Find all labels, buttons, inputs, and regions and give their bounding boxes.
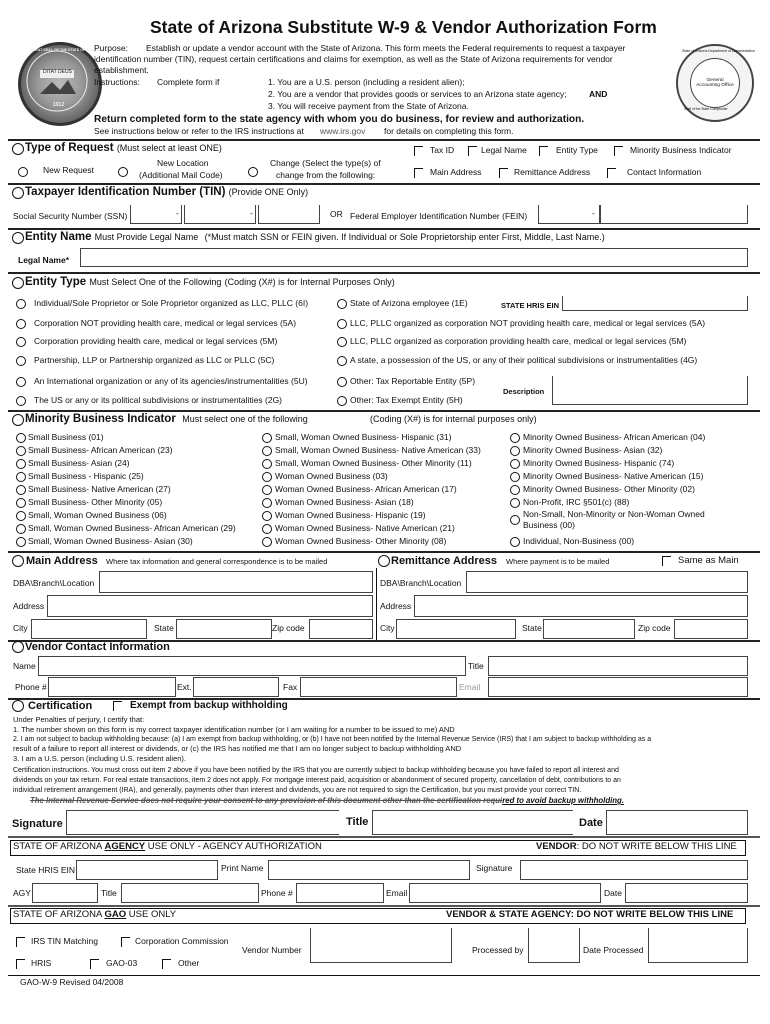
minority-option-label: Minority Owned Business- Asian (32) <box>523 445 663 455</box>
remit-dba-label: DBA\Branch\Location <box>380 578 462 588</box>
purpose-text-2: identification number (TIN), request certain certifications and claims for exemption, as well as the State of Arizona requirements for vendor <box>94 54 613 64</box>
vendor-rest: : DO NOT WRITE BELOW THIS LINE <box>576 841 737 852</box>
minority-option-radio[interactable] <box>262 472 272 482</box>
remit-dba-input[interactable] <box>466 571 748 593</box>
description-input[interactable] <box>552 376 748 405</box>
minority-option-label: Small, Woman Owned Business- African American (29) <box>28 523 236 533</box>
entity-name-hint: (*Must match SSN or FEIN given. If Individual or Sole Proprietorship enter First, Middle, Last Name.) <box>204 232 605 242</box>
minority-option-label: Minority Owned Business- Other Minority (02) <box>523 484 695 494</box>
tin-radio[interactable] <box>12 187 24 199</box>
processed-by-input[interactable] <box>528 928 580 963</box>
signature-input[interactable] <box>66 810 339 835</box>
gao-heading-gao: GAO <box>104 909 127 920</box>
entity-name-radio[interactable] <box>12 232 24 244</box>
minority-option-label: Minority Owned Business- Hispanic (74) <box>523 458 675 468</box>
corp-commission-label: Corporation Commission <box>135 936 229 946</box>
minority-option-radio[interactable] <box>16 459 26 469</box>
minority-option-label: Individual, Non-Business (00) <box>523 536 635 546</box>
remit-address-input[interactable] <box>414 595 748 617</box>
agency-agy-input[interactable] <box>32 883 98 903</box>
minority-option-label: Woman Owned Business- Hispanic (19) <box>275 510 426 520</box>
legal-name-checkbox[interactable] <box>468 146 477 156</box>
divider <box>8 836 760 838</box>
main-address-input[interactable] <box>47 595 373 617</box>
minority-option-radio[interactable] <box>16 433 26 443</box>
main-zip-input[interactable] <box>309 619 373 639</box>
minority-option-label: Woman Owned Business (03) <box>275 471 388 481</box>
remittance-address-radio[interactable] <box>378 555 390 567</box>
entity-option-radio[interactable] <box>16 377 26 387</box>
contact-email-label: Email <box>459 682 481 692</box>
minority-option-radio[interactable] <box>510 485 520 495</box>
remit-address-label: Address <box>380 601 412 611</box>
gao03-label: GAO-03 <box>106 958 138 968</box>
main-address-radio[interactable] <box>12 555 24 567</box>
minority-option-label: Small Business (01) <box>28 432 104 442</box>
agency-print-name-label: Print Name <box>221 863 264 873</box>
minority-option-label: Small, Woman Owned Business (06) <box>28 510 167 520</box>
see-instructions: See instructions below or refer to the IRS instructions at <box>94 126 304 136</box>
type-of-request-radio[interactable] <box>12 143 24 155</box>
contact-email-input[interactable] <box>488 677 748 697</box>
main-dba-label: DBA\Branch\Location <box>13 578 95 588</box>
remit-city-input[interactable] <box>396 619 516 639</box>
address-divider <box>376 568 377 640</box>
date-processed-label: Date Processed <box>583 945 644 955</box>
minority-option-label: Small, Woman Owned Business- Other Minority (11) <box>275 458 472 468</box>
main-address-change-label: Main Address <box>430 167 482 177</box>
tax-id-checkbox[interactable] <box>414 146 423 156</box>
purpose-text-1: Establish or update a vendor account with the State of Arizona. This form meets the Federal requirements to request a taxpayer <box>146 43 626 53</box>
contact-ext-input[interactable] <box>193 677 279 697</box>
minority-option-radio[interactable] <box>16 472 26 482</box>
minority-option-radio[interactable] <box>16 537 26 547</box>
corp-commission-checkbox[interactable] <box>121 937 130 947</box>
hris-checkbox[interactable] <box>16 959 25 969</box>
legal-name-input[interactable] <box>80 248 748 267</box>
entity-option-radio[interactable] <box>337 356 347 366</box>
exempt-backup-label: Exempt from backup withholding <box>130 700 288 711</box>
ssn-input-2[interactable] <box>184 205 256 224</box>
gao-seal-ring: State of Arizona Department of Administration <box>682 49 755 53</box>
ssn-dash-1: - <box>176 208 179 218</box>
divider <box>8 272 760 274</box>
minority-option-radio[interactable] <box>262 524 272 534</box>
additional-mail-code-label: (Additional Mail Code) <box>139 170 223 180</box>
ssn-input-3[interactable] <box>258 205 320 224</box>
agency-email-input[interactable] <box>409 883 601 903</box>
gao-seal-center: General Accounting Office <box>696 78 734 89</box>
seal-motto: DITAT DEUS <box>43 69 72 75</box>
entity-option-label: Corporation NOT providing health care, medical or legal services (5A) <box>34 318 297 328</box>
remittance-address-hint: Where payment is to be mailed <box>506 557 610 566</box>
remit-state-label: State <box>522 623 542 633</box>
entity-name-title <box>25 231 605 243</box>
remittance-address-title: Remittance Address <box>391 555 497 567</box>
divider <box>8 183 760 185</box>
entity-option-label: State of Arizona employee (1E) <box>350 298 468 308</box>
return-instructions: Return completed form to the state agency with whom you do business, for review and authorization. <box>94 114 585 125</box>
main-city-label: City <box>13 623 28 633</box>
cert-irs-note-b: red to avoid backup withholding. <box>502 796 624 805</box>
description-label: Description <box>503 387 545 396</box>
remit-city-label: City <box>380 623 395 633</box>
irs-link[interactable]: www.irs.gov <box>320 126 366 136</box>
gao-heading-1: STATE OF ARIZONA <box>13 909 102 920</box>
contact-fax-input[interactable] <box>300 677 457 697</box>
entity-option-radio[interactable] <box>16 356 26 366</box>
irs-tin-matching-checkbox[interactable] <box>16 937 25 947</box>
instructions-item-1: 1. You are a U.S. person (including a resident alien); <box>268 77 465 87</box>
change-radio[interactable] <box>248 167 258 177</box>
instructions-item-3: 3. You will receive payment from the State of Arizona. <box>268 101 469 111</box>
minority-option-radio[interactable] <box>510 459 520 469</box>
minority-radio[interactable] <box>12 414 24 426</box>
minority-option-radio[interactable] <box>510 433 520 443</box>
change-label-1: Change (Select the type(s) of <box>270 158 381 168</box>
agency-heading-1: STATE OF ARIZONA <box>13 841 102 852</box>
minority-option-label: Small Business- Other Minority (05) <box>28 497 163 507</box>
entity-option-radio[interactable] <box>16 396 26 406</box>
minority-option-label: Small, Woman Owned Business- Native American (33) <box>275 445 481 455</box>
minority-option-label: Woman Owned Business- African American (17) <box>275 484 457 494</box>
cert-line: Certification instructions. You must cross out item 2 above if you have been notified by the IRS that you are currently subject to backup withholding because you have failed to report all interest and <box>13 767 619 774</box>
main-address-checkbox[interactable] <box>414 168 423 178</box>
contact-name-input[interactable] <box>38 656 466 676</box>
agency-heading-2: USE ONLY - AGENCY AUTHORIZATION <box>147 841 322 852</box>
ssn-dash-2: - <box>250 208 253 218</box>
minority-option-radio[interactable] <box>262 446 272 456</box>
entity-option-label: Other: Tax Reportable Entity (5P) <box>350 376 476 386</box>
minority-option-radio[interactable] <box>16 524 26 534</box>
divider <box>8 410 760 412</box>
instructions-label: Instructions: <box>94 77 140 87</box>
seal-year: 1912 <box>53 102 65 108</box>
entity-option-label: Other: Tax Exempt Entity (5H) <box>350 395 463 405</box>
minority-option-label: Woman Owned Business- Native American (21) <box>275 523 455 533</box>
minority-option-radio[interactable] <box>16 485 26 495</box>
minority-hint: (Coding (X#) is for internal purposes only) <box>370 414 537 424</box>
contact-info-checkbox[interactable] <box>607 168 616 178</box>
or-label: OR <box>330 209 343 219</box>
entity-option-label: The US or any or its political subdivisions or instrumentalities (2G) <box>34 395 283 405</box>
remit-zip-label: Zip code <box>638 623 671 633</box>
date-processed-input[interactable] <box>648 928 748 963</box>
entity-type-checkbox[interactable] <box>539 146 548 156</box>
agency-heading <box>13 842 322 852</box>
purpose-text-3: establishment. <box>94 65 149 75</box>
remit-state-input[interactable] <box>543 619 635 639</box>
gao-do-not-write: VENDOR & STATE AGENCY: DO NOT WRITE BELOW THIS LINE <box>446 909 734 920</box>
form-footer: GAO-W-9 Revised 04/2008 <box>20 977 124 987</box>
main-state-input[interactable] <box>176 619 272 639</box>
agency-phone-input[interactable] <box>296 883 384 903</box>
certification-radio[interactable] <box>12 700 24 712</box>
seal-ring-text: GREAT SEAL OF THE STATE OF ARIZONA <box>30 48 103 52</box>
fein-label: Federal Employer Identification Number (FEIN) <box>350 211 528 221</box>
fein-dash: - <box>592 208 595 218</box>
fein-input-1[interactable] <box>538 205 600 224</box>
contact-title-label: Title <box>468 661 484 671</box>
agency-date-label: Date <box>604 888 622 898</box>
minority-title <box>25 413 308 425</box>
contact-name-label: Name <box>13 661 36 671</box>
contact-phone-label: Phone # <box>15 682 47 692</box>
minority-option-radio[interactable] <box>262 511 272 521</box>
instructions-and: AND <box>589 89 608 99</box>
cert-line: 1. The number shown on this form is my correct taxpayer identification number (or I am waiting for a number to be issued to me) AND <box>13 725 455 734</box>
tin-title <box>25 186 308 198</box>
remit-zip-input[interactable] <box>674 619 748 639</box>
same-as-main-label: Same as Main <box>678 555 739 566</box>
minority-option-label: Small Business - Hispanic (25) <box>28 471 144 481</box>
contact-fax-label: Fax <box>283 682 298 692</box>
minority-option-radio[interactable] <box>510 537 520 547</box>
entity-option-radio[interactable] <box>16 299 26 309</box>
main-address-label: Address <box>13 601 45 611</box>
minority-label: Minority Business Indicator <box>25 413 176 425</box>
cert-irs-note <box>30 797 624 806</box>
agency-signature-label: Signature <box>476 863 513 873</box>
divider <box>8 228 760 230</box>
vendor-do-not-write <box>536 842 737 852</box>
minority-option-radio[interactable] <box>16 498 26 508</box>
instructions-text: Complete form if <box>157 77 220 87</box>
minority-option-radio[interactable] <box>16 511 26 521</box>
instructions-item-2: 2. You are a vendor that provides goods or services to an Arizona state agency; <box>268 89 567 99</box>
contact-title: Vendor Contact Information <box>25 641 170 653</box>
entity-option-radio[interactable] <box>337 396 347 406</box>
new-location-label: New Location <box>157 158 209 168</box>
main-address-hint: Where tax information and general correspondence is to be mailed <box>106 557 328 566</box>
tax-id-label: Tax ID <box>430 145 455 155</box>
minority-option-radio[interactable] <box>510 515 520 525</box>
signature-date-input[interactable] <box>606 810 748 835</box>
minority-option-radio[interactable] <box>262 498 272 508</box>
tin-label: Taxpayer Identification Number (TIN) <box>25 186 226 198</box>
entity-name-label: Entity Name <box>25 231 92 243</box>
remittance-address-change-label: Remittance Address <box>514 167 591 177</box>
new-location-radio[interactable] <box>118 167 128 177</box>
same-as-main-checkbox[interactable] <box>662 556 671 566</box>
legal-name-label: Legal Name <box>481 145 527 155</box>
cert-line: 3. I am a U.S. person (including U.S. resident alien). <box>13 754 186 763</box>
vendor-word: VENDOR <box>536 841 577 852</box>
new-request-radio[interactable] <box>18 167 28 177</box>
agency-date-input[interactable] <box>625 883 748 903</box>
signature-title-label: Title <box>346 816 369 828</box>
gao-heading <box>13 910 176 920</box>
minority-option-label: Small Business- Native American (27) <box>28 484 171 494</box>
entity-option-label: LLC, PLLC organized as corporation NOT providing health care, medical or legal services (5A) <box>350 318 706 328</box>
main-address-title: Main Address <box>26 555 98 567</box>
agency-hris-label: State HRIS EIN <box>16 865 76 875</box>
signature-label: Signature <box>12 818 63 830</box>
processed-by-label: Processed by <box>472 945 524 955</box>
divider <box>8 975 760 976</box>
contact-ext-label: Ext. <box>177 682 192 692</box>
minority-option-label-cont: Business (00) <box>523 520 575 530</box>
entity-option-radio[interactable] <box>337 319 347 329</box>
other-checkbox[interactable] <box>162 959 171 969</box>
entity-type-title <box>25 276 395 288</box>
minority-option-radio[interactable] <box>510 472 520 482</box>
minority-must: Must select one of the following <box>182 414 308 424</box>
minority-indicator-checkbox[interactable] <box>614 146 623 156</box>
agency-title-input[interactable] <box>121 883 259 903</box>
divider <box>8 698 760 700</box>
entity-type-must: Must Select One of the Following <box>89 277 222 287</box>
minority-option-radio[interactable] <box>262 459 272 469</box>
gao-seal <box>676 44 754 122</box>
state-hris-ein-input[interactable] <box>562 296 748 311</box>
entity-option-radio[interactable] <box>16 337 26 347</box>
main-state-label: State <box>154 623 174 633</box>
cert-irs-note-a: The Internal Revenue Service does not require your consent to any provision of this document other than the certification requi <box>30 796 503 805</box>
agency-heading-agency: AGENCY <box>104 841 146 852</box>
irs-tin-matching-label: IRS TIN Matching <box>31 936 98 946</box>
minority-option-label: Woman Owned Business- Asian (18) <box>275 497 414 507</box>
agency-print-name-input[interactable] <box>268 860 470 880</box>
cert-line: 2. I am not subject to backup withholding because: (a) I am exempt from backup withholding, or (b) I have not been notified by the Internal Revenue Service (IRS) that I am subject to backup withholding as a <box>13 736 652 743</box>
minority-option-label: Non-Small, Non-Minority or Non-Woman Owned <box>523 509 705 519</box>
minority-option-radio[interactable] <box>510 498 520 508</box>
entity-type-label: Entity Type <box>556 145 598 155</box>
signature-title-input[interactable] <box>372 810 573 835</box>
see-instructions-2: for details on completing this form. <box>384 126 514 136</box>
entity-type-radio[interactable] <box>12 277 24 289</box>
agency-hris-input[interactable] <box>76 860 218 880</box>
entity-option-radio[interactable] <box>16 319 26 329</box>
entity-option-label: Partnership, LLP or Partnership organized as LLC or PLLC (5C) <box>34 355 275 365</box>
entity-name-must: Must Provide Legal Name <box>94 232 199 242</box>
agency-signature-input[interactable] <box>520 860 748 880</box>
purpose-label: Purpose: <box>94 43 129 53</box>
entity-option-label: An International organization or any of its agencies/instrumentalities (5U) <box>34 376 308 386</box>
main-zip-label: Zip code <box>272 623 305 633</box>
type-of-request-title <box>25 142 222 154</box>
new-request-label: New Request <box>43 165 95 175</box>
entity-type-hint: (Coding (X#) is for Internal Purposes Only) <box>224 277 395 287</box>
contact-radio[interactable] <box>12 641 24 653</box>
gao-seal-bottom: Staff of the State Comptroller <box>684 107 728 111</box>
legal-name-field-label: Legal Name* <box>18 255 70 265</box>
divider <box>8 139 760 141</box>
cert-line: Under Penalties of perjury, I certify that: <box>13 715 145 724</box>
entity-option-label: Individual/Sole Proprietor or Sole Proprietor organized as LLC, PLLC (6I) <box>34 298 309 308</box>
contact-phone-input[interactable] <box>48 677 176 697</box>
divider <box>8 905 760 907</box>
change-label-2: change from the following: <box>276 170 376 180</box>
agency-title-label: Title <box>101 888 117 898</box>
minority-option-label: Small Business- Asian (24) <box>28 458 130 468</box>
ssn-input-1[interactable] <box>130 205 182 224</box>
signature-date-label: Date <box>579 817 603 829</box>
vendor-number-input[interactable] <box>310 928 452 963</box>
remittance-address-checkbox[interactable] <box>499 168 508 178</box>
cert-line: result of a failure to report all interest or dividends, or (c) the IRS has notified me that I am no longer subject to backup withholding AND <box>13 744 462 753</box>
hris-label: HRIS <box>31 958 52 968</box>
minority-indicator-label: Minority Business Indicator <box>630 145 732 155</box>
minority-option-label: Small, Woman Owned Business- Hispanic (31) <box>275 432 452 442</box>
entity-option-radio[interactable] <box>337 337 347 347</box>
agency-phone-label: Phone # <box>261 888 293 898</box>
minority-option-radio[interactable] <box>16 446 26 456</box>
contact-info-change-label: Contact Information <box>627 167 702 177</box>
minority-option-label: Small Business- African American (23) <box>28 445 173 455</box>
tin-hint: (Provide ONE Only) <box>228 187 309 197</box>
form-title: State of Arizona Substitute W-9 & Vendor Authorization Form <box>150 17 657 37</box>
minority-option-label: Minority Owned Business- African American (04) <box>523 432 706 442</box>
agency-email-label: Email <box>386 888 408 898</box>
certification-title: Certification <box>28 700 93 712</box>
minority-option-label: Woman Owned Business- Other Minority (08) <box>275 536 447 546</box>
fein-input-2[interactable] <box>600 205 748 224</box>
entity-option-radio[interactable] <box>337 299 347 309</box>
vendor-number-label: Vendor Number <box>242 945 302 955</box>
gao03-checkbox[interactable] <box>90 959 99 969</box>
other-label: Other <box>178 958 200 968</box>
cert-line: individual retirement arrangement (IRA), and generally, payments other than interest and dividends, you are not required to sign the Certification, but you must provide your correct TIN. <box>13 787 582 794</box>
ssn-label: Social Security Number (SSN) <box>13 211 128 221</box>
minority-option-label: Small, Woman Owned Business- Asian (30) <box>28 536 193 546</box>
minority-option-label: Non-Profit, IRC §501(c) (88) <box>523 497 630 507</box>
agency-agy-label: AGY <box>13 888 31 898</box>
entity-option-label: Corporation providing health care, medical or legal services (5M) <box>34 336 278 346</box>
contact-title-input[interactable] <box>488 656 748 676</box>
minority-option-label: Minority Owned Business- Native American (15) <box>523 471 704 481</box>
state-hris-ein-label: STATE HRIS EIN <box>501 301 560 310</box>
entity-option-label: LLC, PLLC organized as corporation providing health care, medical or legal services (5M) <box>350 336 687 346</box>
arizona-state-seal <box>18 42 102 126</box>
gao-heading-2: USE ONLY <box>128 909 177 920</box>
divider <box>8 551 760 553</box>
exempt-backup-checkbox[interactable] <box>113 701 122 711</box>
main-dba-input[interactable] <box>99 571 373 593</box>
minority-option-radio[interactable] <box>510 446 520 456</box>
entity-option-radio[interactable] <box>337 377 347 387</box>
minority-option-radio[interactable] <box>262 433 272 443</box>
cert-line: dividends on your tax return. For real estate transactions, item 2 does not apply. For mortgage interest paid, acquisition or abandonment of secured property, cancellation of debt, contributions to an <box>13 777 621 784</box>
type-of-request-hint: (Must select at least ONE) <box>116 143 222 153</box>
minority-option-radio[interactable] <box>262 485 272 495</box>
entity-type-section-label: Entity Type <box>25 276 87 288</box>
entity-option-label: A state, a possession of the US, or any of their political subdivisions or instrumentalities (4G) <box>350 355 698 365</box>
minority-option-radio[interactable] <box>262 537 272 547</box>
type-of-request-label: Type of Request <box>25 142 114 154</box>
main-city-input[interactable] <box>31 619 147 639</box>
